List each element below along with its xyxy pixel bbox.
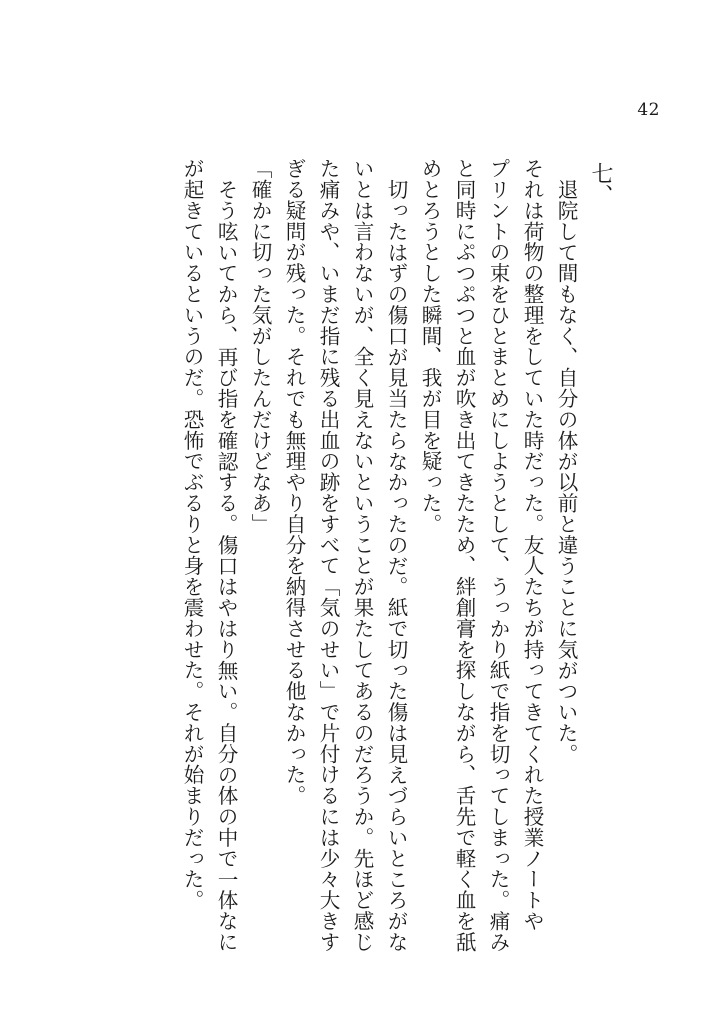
text-line: 退院して間もなく、自分の体が以前と違うことに気がついた。: [554, 178, 578, 764]
text-line: が起きているというのだ。恐怖でぶるりと身を震わせた。それが始まりだった。: [180, 158, 204, 911]
body-text: [175, 158, 583, 953]
text-line: めとろうとした瞬間、我が目を疑った。: [418, 158, 442, 535]
chapter-heading: 七、: [588, 162, 613, 206]
page-number: 42: [637, 100, 660, 120]
text-line: そう呟いてから、再び指を確認する。傷口はやはり無い。自分の体の中で一体なに: [214, 178, 238, 952]
text-line: プリントの束をひとまとめにしようとして、うっかり紙で指を切ってしまった。痛み: [486, 158, 510, 953]
text-line: いとは言わないが、全く見えないということが果たしてあるのだろうか。先ほど感じ: [350, 158, 374, 953]
text-line: と同時にぷつぷつと血が吹き出てきたため、絆創膏を探しながら、舌先で軽く血を舐: [452, 158, 476, 953]
text-line: ぎる疑問が残った。それでも無理やり自分を納得させる他なかった。: [282, 158, 306, 806]
text-line: 切ったはずの傷口が見当たらなかったのだ。紙で切った傷は見えづらいところがな: [384, 178, 408, 952]
text-line: 「確かに切った気がしたんだけどなあ」: [248, 158, 272, 535]
text-line: た痛みや、いまだ指に残る出血の跡をすべて「気のせい」で片付けるには少々大きす: [316, 158, 340, 953]
text-line: それは荷物の整理をしていた時だった。友人たちが持ってきてくれた授業ノートや: [520, 158, 544, 932]
